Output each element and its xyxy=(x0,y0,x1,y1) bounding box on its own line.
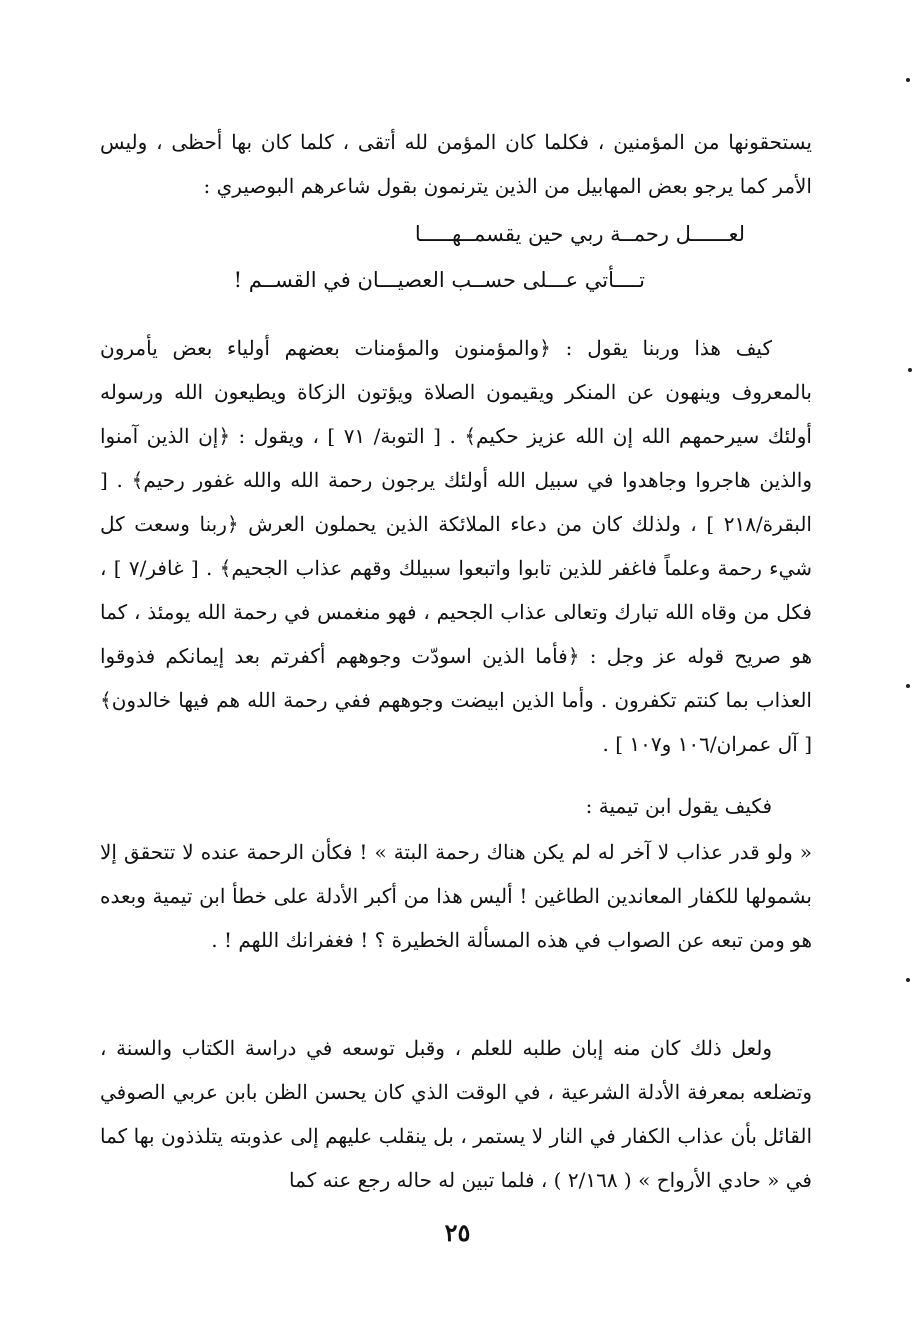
scan-speck xyxy=(908,368,912,372)
scan-speck xyxy=(906,684,910,688)
paragraph-ibn-arabi xyxy=(100,1026,812,1202)
paragraph-question xyxy=(100,784,812,828)
scan-speck xyxy=(906,78,910,82)
paragraph-text: يستحقونها من المؤمنين ، فكلما كان المؤمن لله أتقى ، كلما كان بها أحظى ، وليس الأمر كما يرجو بعض المهابيل من الذين يترنمون بقول شاعرهم البوصيري : xyxy=(100,130,812,198)
paragraph-text: ولعل ذلك كان منه إبان طلبه للعلم ، وقبل توسعه في دراسة الكتاب والسنة ، وتضلعه بمعرفة الأدلة الشرعية ، في الوقت الذي كان يحسن الظن بابن عربي الصوفي القائل بأن عذاب الكفار في النار لا يستمر ، بل ينقلب عليهم إلى عذوبته يتلذذون بها كما في « حادي الأرواح » ( ٢/١٦٨ ) ، فلما تبين له حاله رجع عنه كما xyxy=(100,1036,812,1192)
paragraph-text: فكيف يقول ابن تيمية : xyxy=(585,794,772,818)
poem-line-1: لعــــــل رحمــة ربي حين يقسمــهـــــا xyxy=(414,222,745,246)
paragraph-ibn-taymiyya-quote xyxy=(100,830,812,962)
paragraph-text: كيف هذا وربنا يقول : ﴿والمؤمنون والمؤمنات بعضهم أولياء بعض يأمرون بالمعروف وينهون عن المنكر ويقيمون الصلاة ويؤتون الزكاة ويطيعون الله ورسوله أولئك سيرحمهم الله إن الله عزيز حكيم﴾ . [ التوبة/ ٧١ ] ، ويقول : ﴿إن الذين آمنوا والذين هاجروا وجاهدوا في سبيل الله أولئك يرجون رحمة الله والله غفور رحيم﴾ . [ البقرة/٢١٨ ] ، ولذلك كان من دعاء الملائكة الذين يحملون العرش ﴿ربنا وسعت كل شيء رحمة وعلماً فاغفر للذين تابوا واتبعوا سبيلك وقهم عذاب الجحيم﴾ . [ غافر/٧ ] ، فكل من وقاه الله تبارك وتعالى عذاب الجحيم ، فهو منغمس في رحمة الله يومئذ ، كما هو صريح قوله عز وجل : ﴿فأما الذين اسودّت وجوههم أكفرتم بعد إيمانكم فذوقوا العذاب بما كنتم تكفرون . وأما الذين ابيضت وجوههم ففي رحمة الله هم فيها خالدون﴾ [ آل عمران/١٠٦ و١٠٧ ] . xyxy=(100,336,812,756)
page-number: ٢٥ xyxy=(444,1218,471,1247)
paragraph-intro xyxy=(100,120,812,208)
paragraph-text: « ولو قدر عذاب لا آخر له لم يكن هناك رحمة البتة » ! فكأن الرحمة عنده لا تتحقق إلا بشمولها للكفار المعاندين الطاغين ! أليس هذا من أكبر الأدلة على خطأ ابن تيمية وبعده هو ومن تبعه عن الصواب في هذه المسألة الخطيرة ؟ ! فغفرانك اللهم ! . xyxy=(100,840,812,952)
poem-line-2: تــــأتي عـــلى حســب العصيـــان في القســم ! xyxy=(233,268,645,292)
paragraph-quran-quotes xyxy=(100,326,812,766)
scan-speck xyxy=(906,978,910,982)
